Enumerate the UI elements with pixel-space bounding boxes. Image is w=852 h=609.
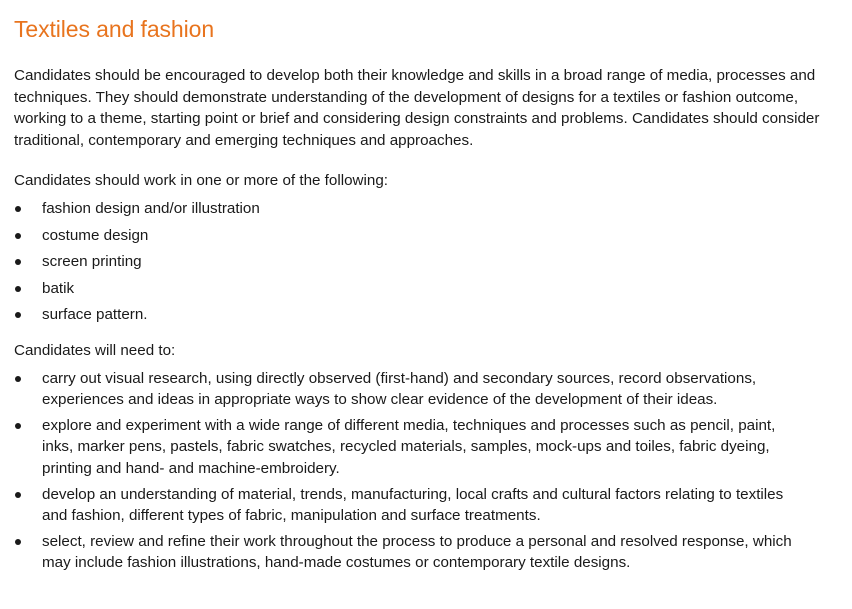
bullet-icon: [15, 492, 21, 498]
bullet-icon: [15, 539, 21, 545]
list-item: batik: [14, 278, 844, 300]
bullet-icon: [15, 376, 21, 382]
list-item: screen printing: [14, 251, 844, 273]
bullet-icon: [15, 206, 21, 212]
bullet-icon: [15, 423, 21, 429]
bullet-icon: [15, 286, 21, 292]
list-item: fashion design and/or illustration: [14, 198, 844, 220]
list-item: develop an understanding of material, trends, manufacturing, local crafts and cultural factors relating to textiles and fashion, different types of fabric, manipulation and surface treatments.: [14, 484, 844, 527]
list-item: costume design: [14, 225, 844, 247]
intro-paragraph: Candidates should be encouraged to develop both their knowledge and skills in a broad range of media, processes and techniques. They should demonstrate understanding of the development of designs for a textiles or fashion outcome, working to a theme, starting point or brief and considering design constraints and problems. Candidates should consider traditional, contemporary and emerging techniques and approaches.: [14, 67, 820, 149]
need-list-lead: Candidates will need to:: [14, 341, 176, 359]
bullet-icon: [15, 233, 21, 239]
work-list-lead: Candidates should work in one or more of the following:: [14, 172, 388, 190]
bullet-icon: [15, 312, 21, 318]
list-item: explore and experiment with a wide range of different media, techniques and processes such as pencil, paint, inks, marker pens, pastels, fabric swatches, recycled materials, samples, mock-ups and toiles, fabric dyeing, printing and hand- and machine-embroidery.: [14, 415, 844, 480]
work-options-list: [14, 198, 844, 326]
document-page: [14, 14, 844, 578]
bullet-icon: [15, 259, 21, 265]
section-title: Textiles and fashion: [14, 16, 215, 42]
list-item: carry out visual research, using directly observed (first-hand) and secondary sources, record observations, experiences and ideas in appropriate ways to show clear evidence of the development of their ideas.: [14, 368, 844, 411]
list-item: surface pattern.: [14, 304, 844, 326]
list-item: select, review and refine their work throughout the process to produce a personal and resolved response, which may include fashion illustrations, hand-made costumes or contemporary textile designs.: [14, 531, 844, 574]
requirements-list: [14, 368, 844, 574]
